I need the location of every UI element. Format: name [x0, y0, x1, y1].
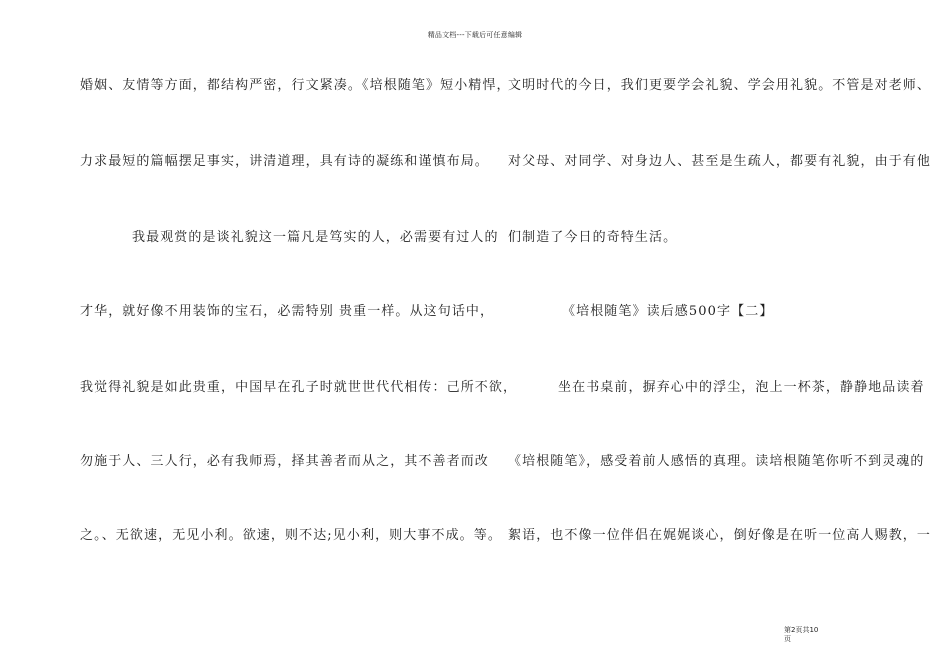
page-number-line: 第2页共10	[784, 626, 819, 634]
text-line: 对父母、对同学、对身边人、甚至是生疏人，都要有礼貌，由于有他	[508, 154, 932, 169]
page-number-line: 页	[784, 635, 791, 643]
text-line: 文明时代的今日，我们更要学会礼貌、学会用礼貌。不管是对老师、	[508, 78, 932, 93]
text-line: 们制造了今日的奇特生活。	[508, 230, 678, 245]
text-line: 我觉得礼貌是如此贵重，中国早在孔子时就世世代代相传：己所不欲，	[80, 380, 518, 395]
section-heading: 《培根随笔》读后感500字【二】	[562, 304, 774, 319]
text-line: 《培根随笔》，感受着前人感悟的真理。读培根随笔你听不到灵魂的	[508, 454, 925, 469]
page-header: 精品文档---下载后可任意编辑	[427, 31, 523, 39]
text-line: 之。、无欲速，无见小利。欲速，则不达;见小利，则大事不成。等。	[80, 528, 502, 543]
text-line: 勿施于人、三人行，必有我师焉，择其善者而从之，其不善者而改	[80, 454, 489, 469]
page-number	[784, 626, 844, 644]
text-line: 婚姻、友情等方面，都结构严密，行文紧凑。《培根随笔》短小精悍，	[80, 78, 511, 93]
text-line: 力求最短的篇幅摆足事实，讲清道理，具有诗的凝练和谨慎布局。	[80, 154, 489, 169]
text-line: 絮语，也不像一位伴侣在娓娓谈心，倒好像是在听一位高人赐教，一	[508, 528, 932, 543]
text-line: 才华，就好像不用装饰的宝石，必需特别 贵重一样。从这句话中，	[80, 304, 495, 319]
text-line: 我最观赏的是谈礼貌这一篇凡是笃实的人，必需要有过人的	[132, 230, 499, 245]
text-line: 坐在书桌前，摒弃心中的浮尘，泡上一杯茶，静静地品读着	[558, 380, 925, 395]
